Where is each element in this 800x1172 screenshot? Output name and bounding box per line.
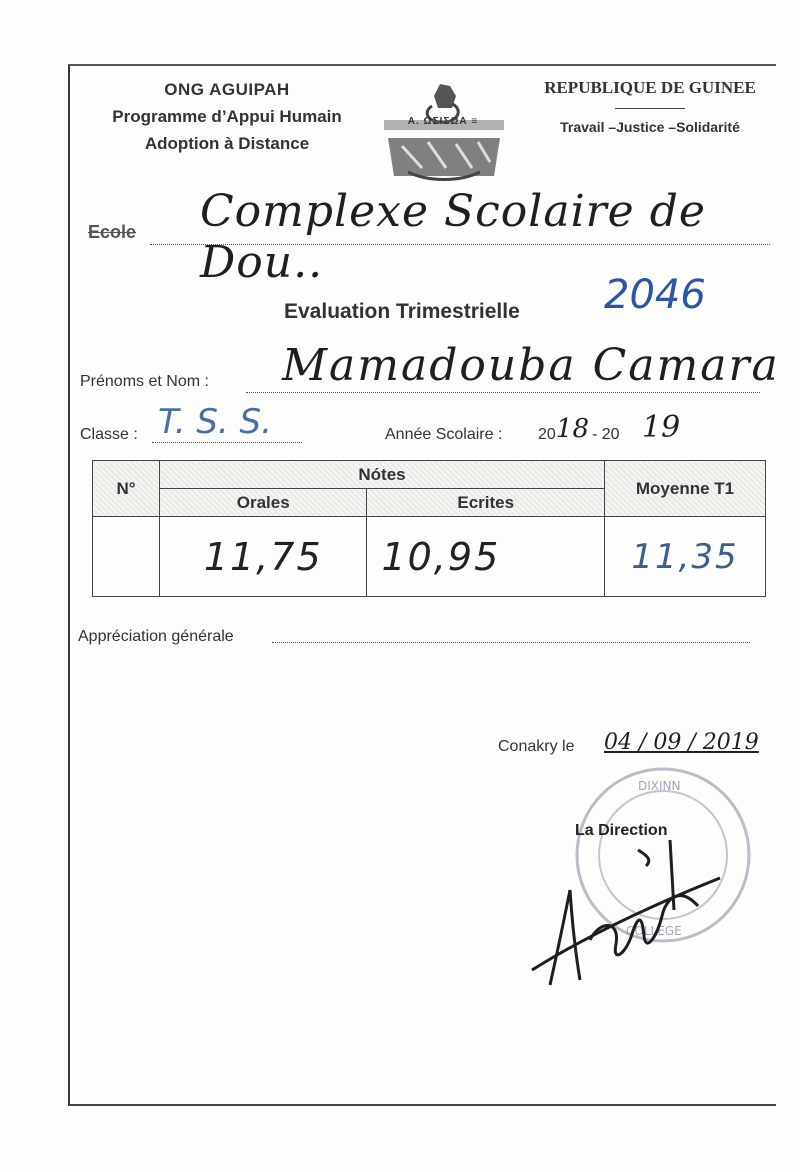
name-label: Prénoms et Nom : [80, 373, 209, 390]
written-grade: 10,95 [367, 517, 605, 597]
student-name: Mamadouba Camara [282, 340, 780, 391]
stamp-top-text: DIXINN [638, 779, 681, 793]
organization-header [82, 76, 372, 157]
emblem-motto: A. ΩΣΙΣΩΑ ≡ [407, 116, 479, 127]
class-dotted-line [152, 442, 302, 443]
school-year-label: Année Scolaire : [385, 426, 503, 443]
average-header: Moyenne T1 [605, 461, 766, 517]
coat-of-arms-icon [378, 76, 510, 186]
oral-header: Orales [160, 489, 367, 517]
name-dotted-line [246, 392, 760, 393]
program-subtitle: Adoption à Distance [144, 134, 310, 153]
school-value: Complexe Scolaire de Dou.. [200, 186, 706, 288]
class-label: Classe : [80, 426, 138, 443]
program-name: Programme d’Appui Humain [112, 107, 342, 126]
class-value: T. S. S. [158, 402, 272, 442]
year-end-handwritten: 19 [642, 410, 681, 445]
table-row [93, 517, 766, 597]
average-grade: 11,35 [605, 517, 766, 597]
school-label: Ecole [88, 222, 137, 242]
organization-name: ONG AGUIPAH [164, 80, 290, 99]
place-label: Conakry le [498, 738, 575, 755]
appreciation-label: Appréciation générale [78, 628, 234, 645]
row-number [93, 517, 160, 597]
year-separator: - 20 [592, 426, 620, 443]
written-header: Ecrites [367, 489, 605, 517]
reference-number: 2046 [604, 272, 706, 318]
oral-grade: 11,75 [160, 517, 367, 597]
year-start-prefix: 20 [538, 426, 556, 443]
direction-label: La Direction [575, 822, 668, 839]
year-start-handwritten: 18 [556, 414, 590, 444]
national-motto: Travail –Justice –Solidarité [560, 119, 740, 135]
header-divider [615, 108, 685, 109]
document-title: Evaluation Trimestrielle [284, 300, 520, 323]
signature-date: 04 / 09 / 2019 [604, 730, 759, 755]
notes-header: Nótes [160, 461, 605, 489]
grades-table [92, 460, 766, 597]
signature-icon [520, 820, 750, 1000]
stamp-bottom-text: COLLEGE [626, 924, 682, 938]
republic-name: REPUBLIQUE DE GUINEE [544, 78, 756, 97]
republic-header [530, 78, 770, 135]
appreciation-dotted-line [272, 642, 750, 643]
number-header: N° [93, 461, 160, 517]
